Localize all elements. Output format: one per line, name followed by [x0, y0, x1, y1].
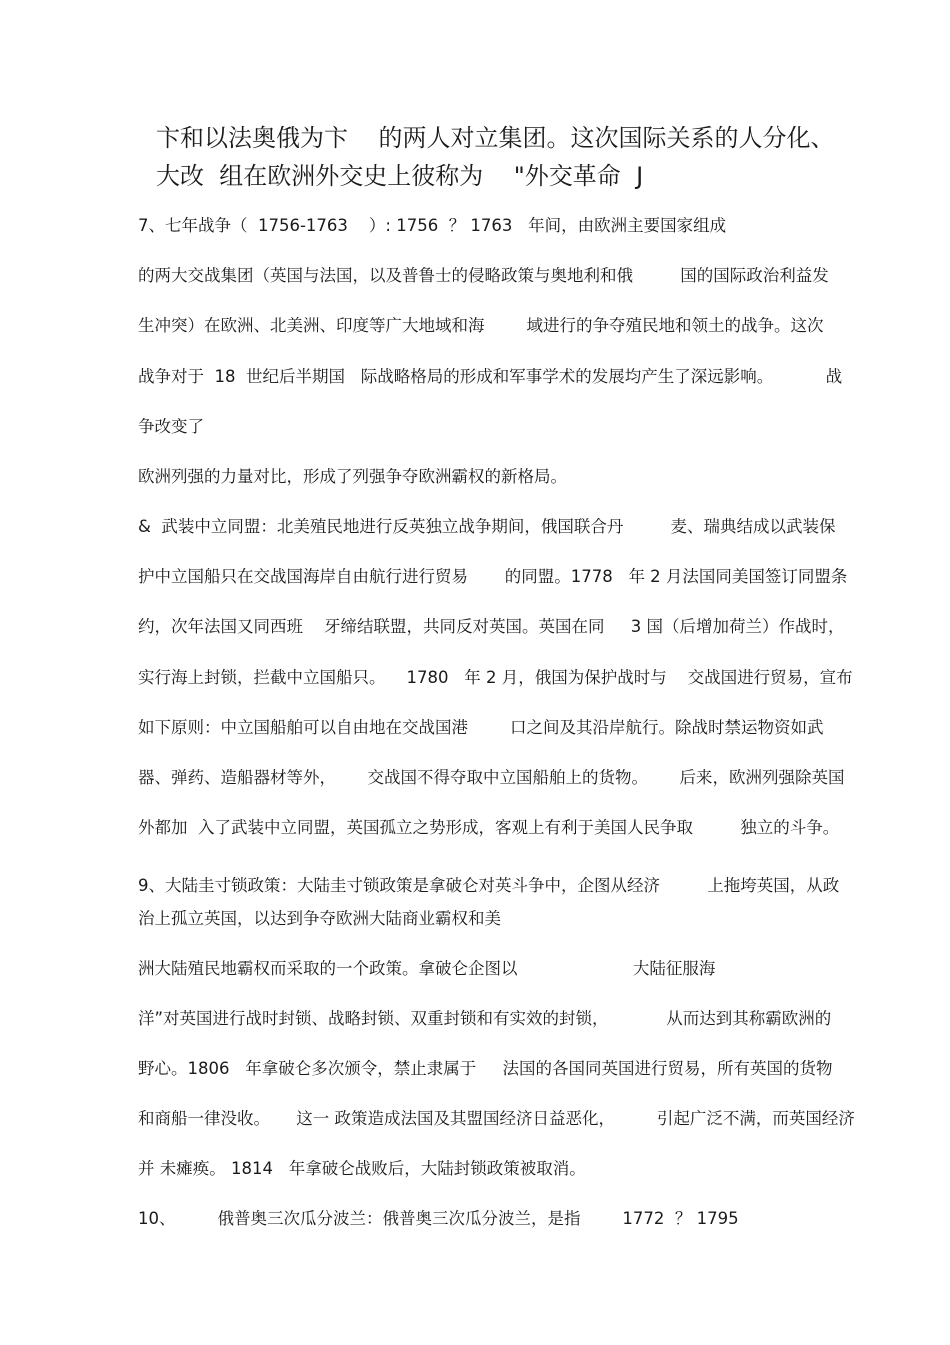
text-line: 生冲突）在欧洲、北美洲、印度等广大地域和海 域进行的争夺殖民地和领土的战争。这次: [138, 316, 824, 335]
text-line: 争改变了: [138, 417, 204, 436]
text-line: 外都加 入了武装中立同盟，英国孤立之势形成，客观上有利于美国人民争取 独立的斗争。: [138, 818, 840, 837]
text-line: 器、弹药、造船器材等外， 交战国不得夺取中立国船舶上的货物。 后来，欧洲列强除英国: [138, 768, 845, 787]
text-line: 9、大陆圭寸锁政策：大陆圭寸锁政策是拿破仑对英斗争中，企图从经济 上拖垮英国，从政: [138, 876, 840, 895]
text-line: 护中立国船只在交战国海岸自由航行进行贸易 的同盟。1778 年 2 月法国同美国签订同盟条: [138, 567, 848, 586]
heading-line-2: 大改 组在欧洲外交史上彼称为 "外交革命 J: [156, 162, 644, 190]
text-line: 战争对于 18 世纪后半期国 际战略格局的形成和军事学术的发展均产生了深远影响。 战: [138, 367, 843, 386]
text-line: 和商船一律没收。 这一 政策造成法国及其盟国经济日益恶化， 引起广泛不满，而英国经济: [138, 1109, 855, 1128]
text-line: & 武装中立同盟：北美殖民地进行反英独立战争期间，俄国联合丹 麦、瑞典结成以武装保: [138, 517, 836, 536]
text-line: 10、 俄普奥三次瓜分波兰：俄普奥三次瓜分波兰，是指 1772 ？ 1795: [138, 1209, 739, 1228]
text-line: 如下原则：中立国船舶可以自由地在交战国港 口之间及其沿岸航行。除战时禁运物资如武: [138, 718, 824, 737]
text-line: 实行海上封锁，拦截中立国船只。 1780 年 2 月，俄国为保护战时与 交战国进行贸易，宣布: [138, 668, 853, 687]
text-line: 欧洲列强的力量对比，形成了列强争夺欧洲霸权的新格局。: [138, 467, 567, 486]
text-line: 洲大陆殖民地霸权而采取的一个政策。拿破仑企图以 大陆征服海: [138, 959, 716, 978]
text-line: 野心。1806 年拿破仑多次颁令，禁止隶属于 法国的各国同英国进行贸易，所有英国的货物: [138, 1059, 833, 1078]
heading-line-1: 卞和以法奥俄为卞 的两人对立集团。这次国际关系的人分化、: [156, 124, 835, 152]
text-line: 洋”对英国进行战时封锁、战略封锁、双重封锁和有实效的封锁， 从而达到其称霸欧洲的: [138, 1009, 832, 1028]
text-line: 治上孤立英国，以达到争夺欧洲大陆商业霸权和美: [138, 909, 501, 928]
text-line: 约，次年法国又同西班 牙缔结联盟，共同反对英国。英国在同 3 国（后增加荷兰）作战时，: [138, 617, 845, 636]
text-line: 并 未瘫痪。 1814 年拿破仑战败后，大陆封锁政策被取消。: [138, 1159, 586, 1178]
text-line: 7、七年战争（ 1756-1763 ）: 1756 ？ 1763 年间，由欧洲主要国家组成: [138, 216, 727, 235]
text-line: 的两大交战集团（英国与法国，以及普鲁士的侵略政策与奥地利和俄 国的国际政治利益发: [138, 266, 829, 285]
